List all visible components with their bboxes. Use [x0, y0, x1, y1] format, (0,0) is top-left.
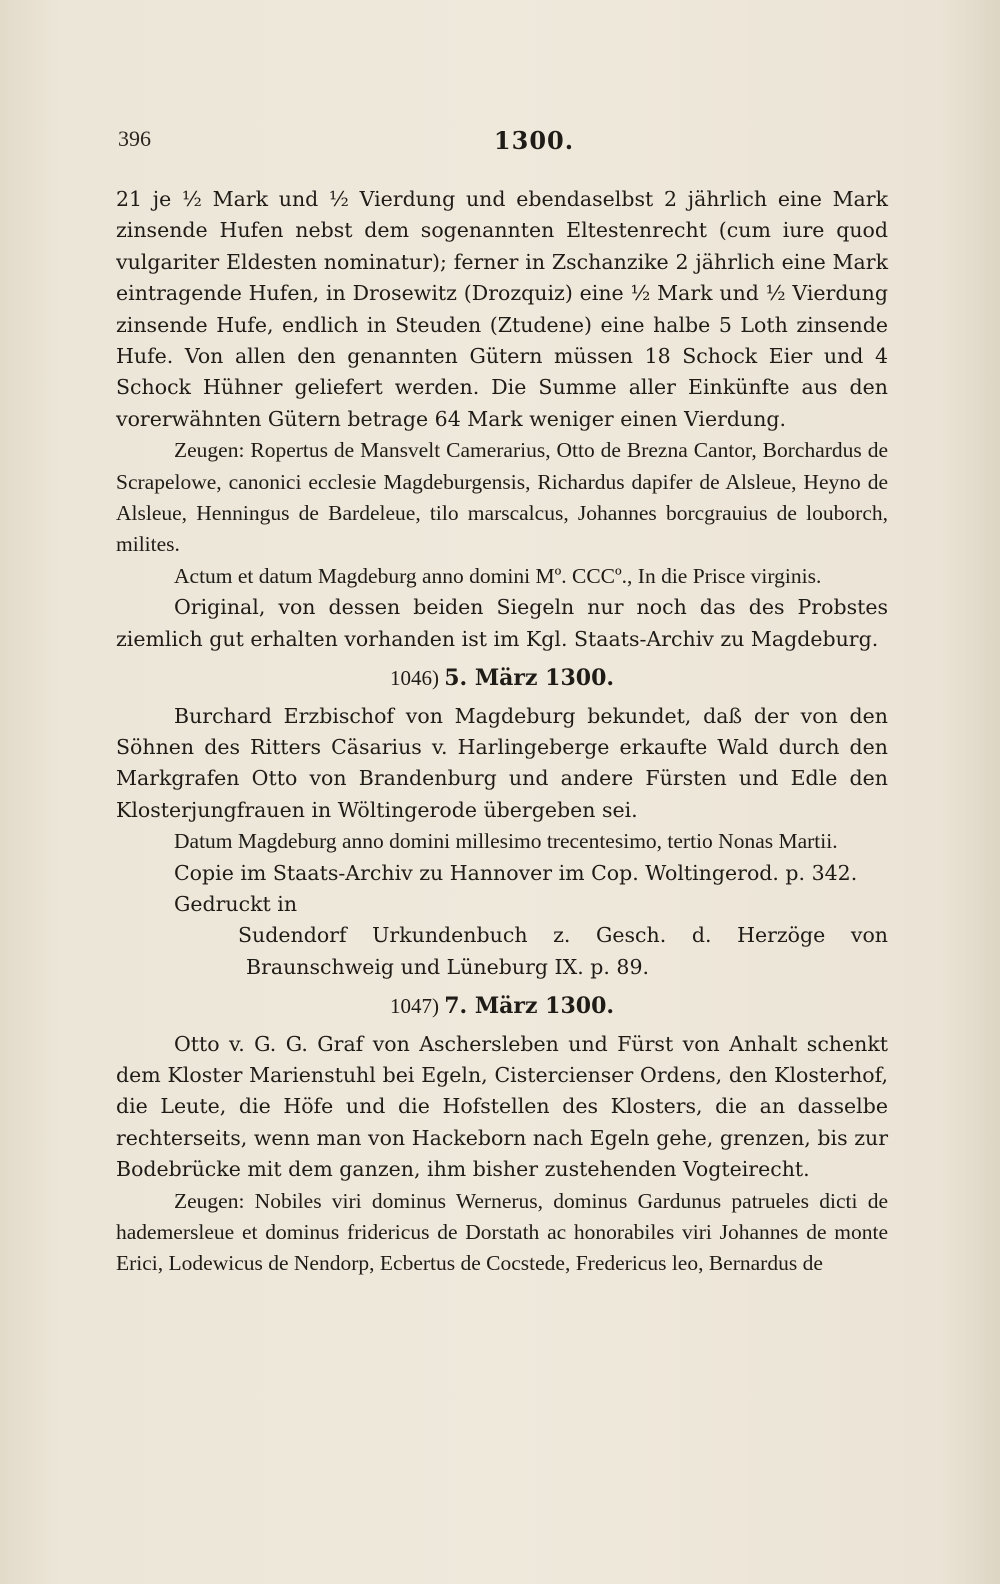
paragraph-reference: Sudendorf Urkundenbuch z. Gesch. d. Herzöge von Braunschweig und Lüneburg IX. p. 89.	[238, 923, 888, 979]
paragraph-source-note: Original, von dessen beiden Siegeln nur noch das des Probstes ziemlich gut erhalten vorhanden ist im Kgl. Staats-Archiv zu Magdeburg.	[116, 595, 888, 651]
page-number: 396	[118, 126, 151, 151]
paragraph-witnesses: Zeugen: Ropertus de Mansvelt Camerarius, Otto de Brezna Cantor, Borchardus de Scrapelowe, canonici ecclesie Magdeburgensis, Richardus dapifer de Alsleue, Heyno de Alsleue, Henningus de Bardeleue, tilo marscalcus, Johannes borcgrauius de louborch, milites.	[116, 438, 888, 557]
paragraph-actum: Actum et datum Magdeburg anno domini Mº. CCCº., In die Prisce virginis.	[174, 563, 822, 588]
entry-number: 1047)	[389, 994, 439, 1019]
paragraph-printed-in: Gedruckt in	[174, 891, 298, 916]
paragraph-datum: Datum Magdeburg anno domini millesimo trecentesimo, tertio Nonas Martii.	[174, 829, 838, 854]
entry-date: 5. März 1300.	[444, 665, 615, 692]
entry-heading	[116, 663, 888, 694]
paragraph-copy-note: Copie im Staats-Archiv zu Hannover im Cop. Woltingerod. p. 342.	[174, 860, 858, 885]
paragraph-summary: Otto v. G. G. Graf von Aschersleben und Fürst von Anhalt schenkt dem Kloster Marienstuhl bei Egeln, Cistercienser Ordens, den Klosterhof, die Leute, die Höfe und die Hofstellen des Klosters, die an dasselbe rechterseits, wenn man von Hackeborn nach Egeln gehe, grenzen, bis zur Bodebrücke mit dem ganzen, ihm bisher zustehenden Vogteirecht.	[116, 1031, 888, 1182]
paragraph-continuation: 21 je ½ Mark und ½ Vierdung und ebendaselbst 2 jährlich eine Mark zinsende Hufen nebst dem sogenannten Eltestenrecht (cum iure quod vulgariter Eldesten nominatur); ferner in Zschanzike 2 jährlich eine Mark eintragende Hufen, in Drosewitz (Drozquiz) eine ½ Mark und ½ Vierdung zinsende Hufe, endlich in Steuden (Ztudene) eine halbe 5 Loth zinsende Hufe. Von allen den genannten Gütern müssen 18 Schock Eier und 4 Schock Hühner geliefert werden. Die Summe aller Einkünfte aus den vorerwähnten Gütern betrage 64 Mark weniger einen Vierdung.	[116, 187, 888, 431]
entry-number: 1046)	[389, 666, 439, 691]
paragraph-summary: Burchard Erzbischof von Magdeburg bekundet, daß der von den Söhnen des Ritters Cäsarius v. Harlingeberge erkaufte Wald durch den Markgrafen Otto von Brandenburg und andere Fürsten und Edle den Klosterjungfrauen in Wöltingerode übergeben sei.	[116, 703, 888, 822]
entry-heading	[116, 991, 888, 1022]
page-header	[118, 126, 880, 166]
paragraph-witnesses: Zeugen: Nobiles viri dominus Wernerus, dominus Gardunus patrueles dicti de hademersleue et dominus fridericus de Dorstath ac honorabiles viri Johannes de monte Erici, Lodewicus de Nendorp, Ecbertus de Cocstede, Fredericus leo, Bernardus de	[116, 1188, 888, 1276]
page-body	[116, 184, 888, 1280]
entry-date: 7. März 1300.	[444, 993, 615, 1020]
running-header-year: 1300.	[493, 126, 575, 155]
